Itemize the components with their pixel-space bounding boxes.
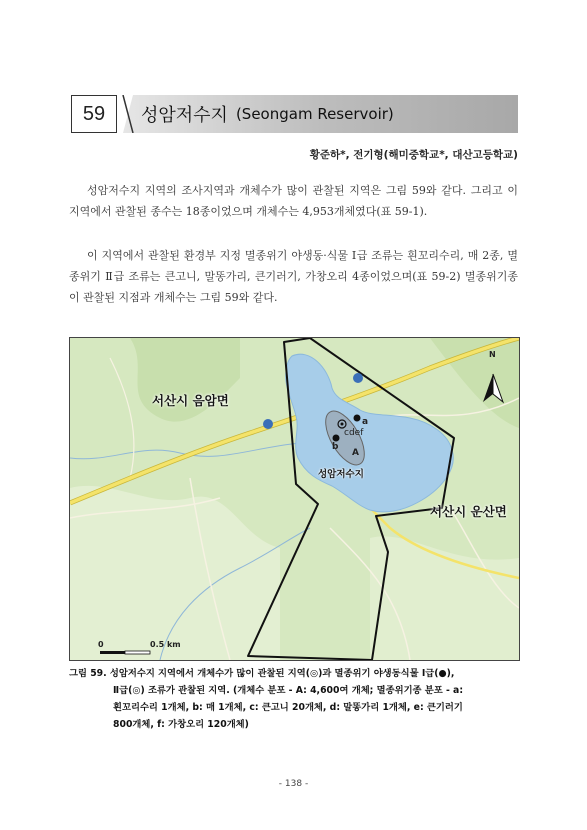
scale-zero-label: 0 [98,640,104,649]
title-slash-decoration [121,95,135,133]
paragraph-2: 이 지역에서 관찰된 환경부 지정 멸종위기 야생동·식물 Ⅰ급 조류는 흰꼬리수리, 매 2종, 멸종위기 Ⅱ급 조류는 큰고니, 말똥가리, 큰기러기, 가창오리 4종이었으며(표 59-2) 멸종위기종이 관찰된 지점과 개체수는 그림 59와 같다. [69,249,518,304]
caption-line-2: Ⅱ급(◎) 조류가 관찰된 지역. (개체수 분포 - A: 4,600여 개체; 멸종위기종 분포 - a: [113,685,464,696]
map-point-b-label: b [332,442,339,452]
paragraph-1: 성암저수지 지역의 조사지역과 개체수가 많이 관찰된 지역은 그림 59와 같다. 그리고 이 지역에서 관찰된 종수는 18종이었으며 개체수는 4,953개체였다(표 59-1). [69,184,518,218]
section-title-korean: 성암저수지 [141,105,228,126]
figure-caption [69,665,521,733]
map-label-unsan: 서산시 운산면 [430,504,507,519]
map-point-a-label: a [362,417,369,427]
map-label-reservoir: 성암저수지 [318,469,364,480]
caption-line-4: 800개체, f: 가창오리 120개체) [113,719,249,730]
map-point-cdef-label: cdef [344,428,364,438]
authors-line: 황준하*, 전기형(해미중학교*, 대산고등학교) [309,149,518,161]
map-area-A-label: A [352,448,359,458]
page-number: - 138 - [278,779,309,789]
scale-distance-label: 0.5 km [150,640,181,649]
section-header [71,95,518,135]
map-label-eumam: 서산시 음암면 [152,393,229,408]
point-b-marker [333,435,340,442]
caption-line-3: 흰꼬리수리 1개체, b: 매 1개체, c: 큰고니 20개체, d: 말똥가리 1개체, e: 큰기러기 [113,702,463,713]
caption-line-1: 그림 59. 성암저수지 지역에서 개체수가 많이 관찰된 지역(◎)과 멸종위기 야생동식물 Ⅰ급(●), [69,668,455,679]
section-title-english: (Seongam Reservoir) [235,105,394,123]
north-label: N [489,350,496,359]
section-number: 59 [71,95,117,133]
survey-map [69,337,520,661]
point-a-marker [354,415,361,422]
section-title [141,95,394,133]
map-canvas [70,338,519,660]
